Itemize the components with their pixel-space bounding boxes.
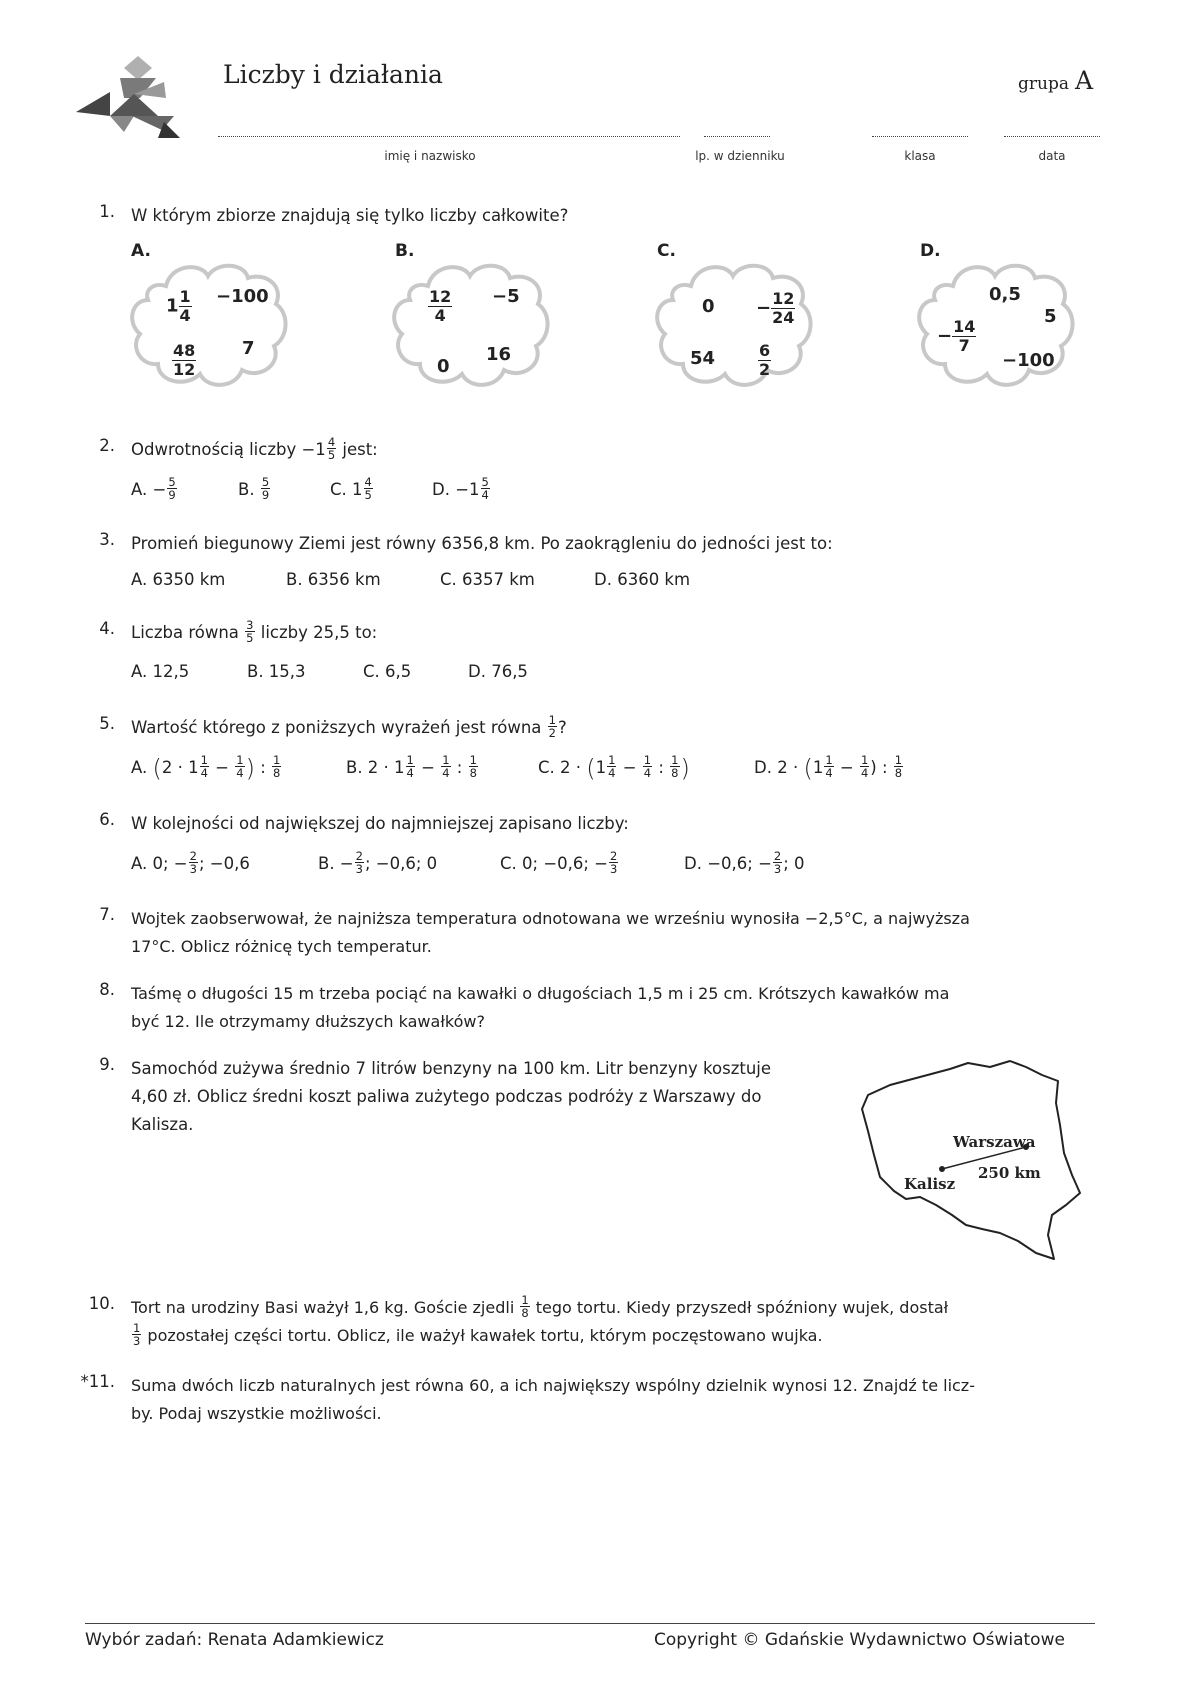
question-number: 4. [99,619,115,638]
question-number: 2. [99,436,115,455]
option-a-cloud[interactable] [126,256,296,396]
cloud-c-value-3: 54 [690,348,716,369]
question-number: 6. [99,810,115,829]
question-number: 1. [99,202,115,221]
map-outline [862,1061,1080,1259]
page-title: Liczby i działania [223,60,443,89]
distance-label: 250 km [978,1164,1041,1182]
city-warszawa: Warszawa [953,1133,1036,1151]
option-b-cloud[interactable] [388,256,558,396]
cloud-b-value-1: $\frac{12}{4}$ [429,287,452,325]
question-number: 7. [99,905,115,924]
answer-b[interactable]: B. 2 · 1 $\frac{1}{4}$ − $\frac{1}{4}$ : $\frac{1}{8}$ [346,753,477,780]
cloud-c-value-1: 0 [702,296,715,317]
answer-b[interactable]: B. $\frac{5}{9}$ [238,475,270,502]
group-indicator [1018,66,1093,95]
question-5-text: Wartość którego z poniższych wyrażeń jest równa $\frac{1}{2}$ ? [131,713,567,740]
footer-rule [85,1623,1095,1624]
answer-a[interactable]: A. 6350 km [131,570,226,589]
date-field-label: data [1038,149,1066,163]
cloud-a-value-3: $\frac{48}{12}$ [173,341,196,379]
cloud-d-value-3: 5 [1044,306,1057,327]
question-4-text: Liczba równa $\frac{3}{5}$ liczby 25,5 to: [131,618,378,645]
answer-c[interactable]: C. 6357 km [440,570,535,589]
cloud-b-value-2: −5 [492,286,520,307]
question-1-text: W którym zbiorze znajdują się tylko liczby całkowite? [131,206,569,225]
question-number: 3. [99,530,115,549]
question-9-text: Samochód zużywa średnio 7 litrów benzyny na 100 km. Litr benzyny kosztuje 4,60 zł. Oblicz średni koszt paliwa zużytego podczas podróży z Warszawy do Kalisza. [131,1059,772,1134]
poland-map [850,1055,1090,1270]
cloud-b-value-4: 16 [486,344,512,365]
class-field-line[interactable] [872,136,968,137]
answer-b[interactable]: B. 15,3 [247,662,306,681]
answer-d[interactable]: D. 76,5 [468,662,528,681]
group-letter: A [1074,66,1094,95]
option-c-cloud[interactable] [651,256,821,396]
question-8-text: Taśmę o długości 15 m trzeba pociąć na kawałki o długościach 1,5 m i 25 cm. Krótszych kawałków ma być 12. Ile otrzymamy dłuższych kawałków? [131,984,950,1031]
date-field-line[interactable] [1004,136,1100,137]
option-d-label: D. [920,241,941,261]
question-number: 10. [88,1294,115,1313]
footer-copyright: Copyright © Gdańskie Wydawnictwo Oświatowe [654,1630,1065,1650]
cloud-a-value-1: 1 $\frac{1}{4}$ [166,287,191,325]
cloud-d-value-1: 0,5 [989,284,1021,305]
question-number: 5. [99,714,115,733]
question-10-text: Tort na urodziny Basi ważył 1,6 kg. Goście zjedli $\frac{1}{8}$ tego tortu. Kiedy przyszedł spóźniony wujek, dostał $\frac{1}{3}$ pozostałej części tortu. Oblicz, ile ważył kawałek tortu, którym poczęstowano wujka. [131,1293,949,1348]
question-7-text: Wojtek zaobserwował, że najniższa temperatura odnotowana we wrześniu wynosiła −2,5°C, a najwyższa 17°C. Oblicz różnicę tych temperatur. [131,909,970,956]
city-kalisz: Kalisz [904,1175,956,1193]
question-number: *11. [80,1372,115,1391]
answer-a[interactable]: A. − $\frac{5}{9}$ [131,475,176,502]
class-field-label: klasa [904,149,936,163]
name-field-line[interactable] [218,136,680,137]
answer-d[interactable]: D. −0,6; − $\frac{2}{3}$ ; 0 [684,849,805,876]
cloud-b-value-3: 0 [437,356,450,377]
cloud-a-value-4: 7 [242,338,255,359]
answer-d[interactable]: D. −1 $\frac{5}{4}$ [432,475,489,502]
option-a-label: A. [131,241,151,261]
name-field-label: imię i nazwisko [384,149,476,163]
group-word: grupa [1018,74,1069,94]
answer-c[interactable]: C. 1 $\frac{4}{5}$ [330,475,372,502]
answer-c[interactable]: C. 6,5 [363,662,412,681]
answer-c[interactable]: C. 0; −0,6; − $\frac{2}{3}$ [500,849,618,876]
cloud-c-value-4: $\frac{6}{2}$ [759,341,771,379]
question-number: 8. [99,980,115,999]
question-6-text: W kolejności od największej do najmniejszej zapisano liczby: [131,814,629,833]
option-b-label: B. [395,241,415,261]
answer-a[interactable]: A. 12,5 [131,662,190,681]
publisher-logo [74,54,184,144]
answer-a[interactable]: A. 0; − $\frac{2}{3}$ ; −0,6 [131,849,250,876]
answer-b[interactable]: B. 6356 km [286,570,381,589]
question-number: 9. [99,1055,115,1074]
answer-d[interactable]: D. 6360 km [594,570,691,589]
option-c-label: C. [657,241,676,261]
question-11-text: Suma dwóch liczb naturalnych jest równa 60, a ich największy wspólny dzielnik wynosi 12. Znajdź te licz- by. Podaj wszystkie możliwości. [131,1376,975,1423]
cloud-d-value-4: −100 [1002,350,1055,371]
cloud-a-value-2: −100 [216,286,269,307]
register-number-field-label: lp. w dzienniku [695,149,785,163]
answer-b[interactable]: B. − $\frac{2}{3}$ ; −0,6; 0 [318,849,438,876]
answer-c[interactable]: C. 2 · (1 $\frac{1}{4}$ − $\frac{1}{4}$ : $\frac{1}{8}$ ) [538,753,690,783]
answer-a[interactable]: A. (2 · 1 $\frac{1}{4}$ − $\frac{1}{4}$ ) : $\frac{1}{8}$ [131,753,281,783]
register-number-field-line[interactable] [704,136,770,137]
answer-d[interactable]: D. 2 · (1 $\frac{1}{4}$ − $\frac{1}{4}$ ) : $\frac{1}{8}$ [754,753,903,783]
question-3-text: Promień biegunowy Ziemi jest równy 6356,8 km. Po zaokrągleniu do jedności jest to: [131,534,833,553]
cloud-d-value-2: − $\frac{14}{7}$ [937,317,976,355]
footer-author: Wybór zadań: Renata Adamkiewicz [85,1630,384,1650]
cloud-c-value-2: − $\frac{12}{24}$ [756,289,795,327]
question-2-text: Odwrotnością liczby −1 $\frac{4}{5}$ jest: [131,435,378,462]
